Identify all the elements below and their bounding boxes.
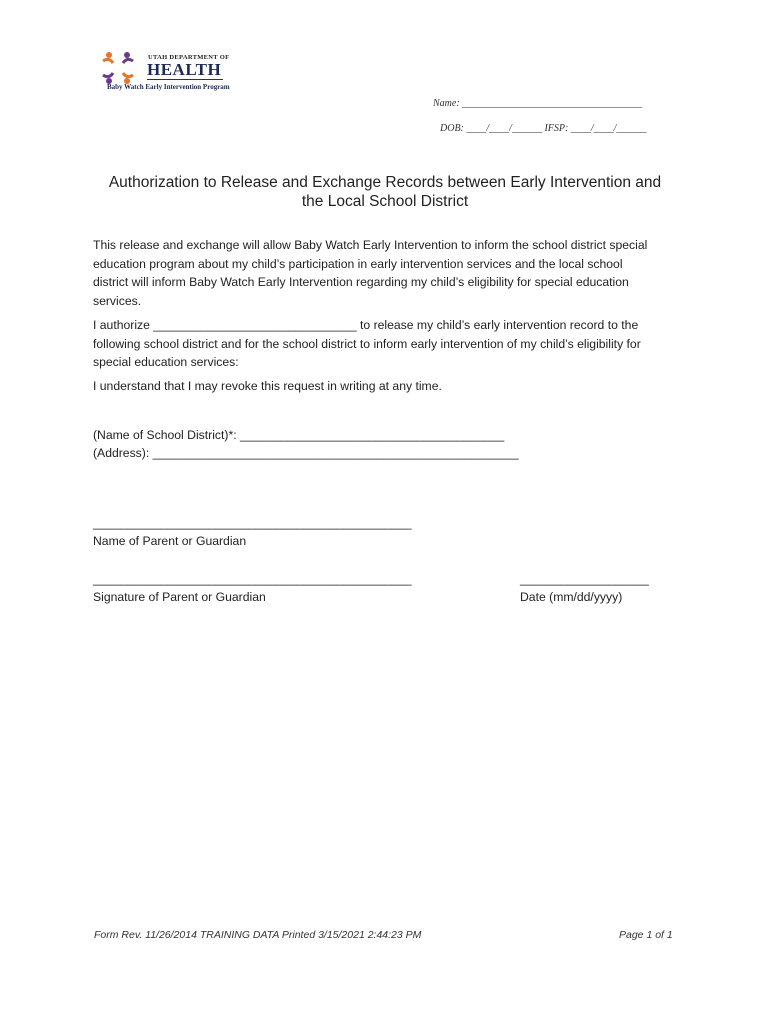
title-line-2: the Local School District	[301, 193, 469, 210]
document-title	[90, 173, 680, 211]
paragraph-line: I authorize ______________________________ to release my child’s early intervention record to the	[93, 318, 639, 332]
footer-page-number: Page 1 of 1	[619, 929, 673, 941]
paragraph-line: services.	[93, 293, 142, 308]
paragraph-line: following school district and for the school district to inform early intervention of my child’s eligibility for	[93, 336, 641, 351]
logo-department-text: UTAH DEPARTMENT OF	[148, 54, 230, 61]
release-paragraph	[93, 236, 683, 310]
name-field[interactable]: Name: ____________________________________	[433, 98, 643, 109]
date-label: Date (mm/dd/yyyy)	[520, 590, 623, 604]
logo-program-text: Baby Watch Early Intervention Program	[107, 83, 230, 91]
authorize-paragraph	[93, 316, 683, 372]
paragraph-line: This release and exchange will allow Baby Watch Early Intervention to inform the school district special	[93, 238, 648, 252]
paragraph-line: district will inform Baby Watch Early Intervention regarding my child’s eligibility for special education	[93, 275, 629, 290]
logo-health-text: HEALTH	[147, 60, 222, 79]
date-line[interactable]: ___________________	[520, 572, 649, 586]
signature-label: Signature of Parent or Guardian	[93, 590, 266, 604]
signature-line[interactable]: _______________________________________________	[93, 572, 412, 586]
title-line-1: Authorization to Release and Exchange Records between Early Intervention and	[108, 174, 662, 191]
dob-ifsp-field[interactable]: DOB: ____/____/______ IFSP: ____/____/______	[440, 123, 647, 134]
footer-form-info: Form Rev. 11/26/2014 TRAINING DATA Printed 3/15/2021 2:44:23 PM	[94, 929, 422, 941]
school-district-field[interactable]: (Name of School District)*: _______________________________________	[93, 428, 505, 442]
parent-name-label: Name of Parent or Guardian	[93, 534, 247, 548]
paragraph-line: special education services:	[93, 355, 239, 370]
address-field[interactable]: (Address): ______________________________________________________	[93, 446, 519, 460]
logo-divider	[147, 79, 223, 80]
paragraph-line: education program about my child’s participation in early intervention services and the local school	[93, 256, 623, 271]
parent-name-line[interactable]: _______________________________________________	[93, 516, 412, 530]
revoke-paragraph: I understand that I may revoke this request in writing at any time.	[93, 379, 442, 393]
